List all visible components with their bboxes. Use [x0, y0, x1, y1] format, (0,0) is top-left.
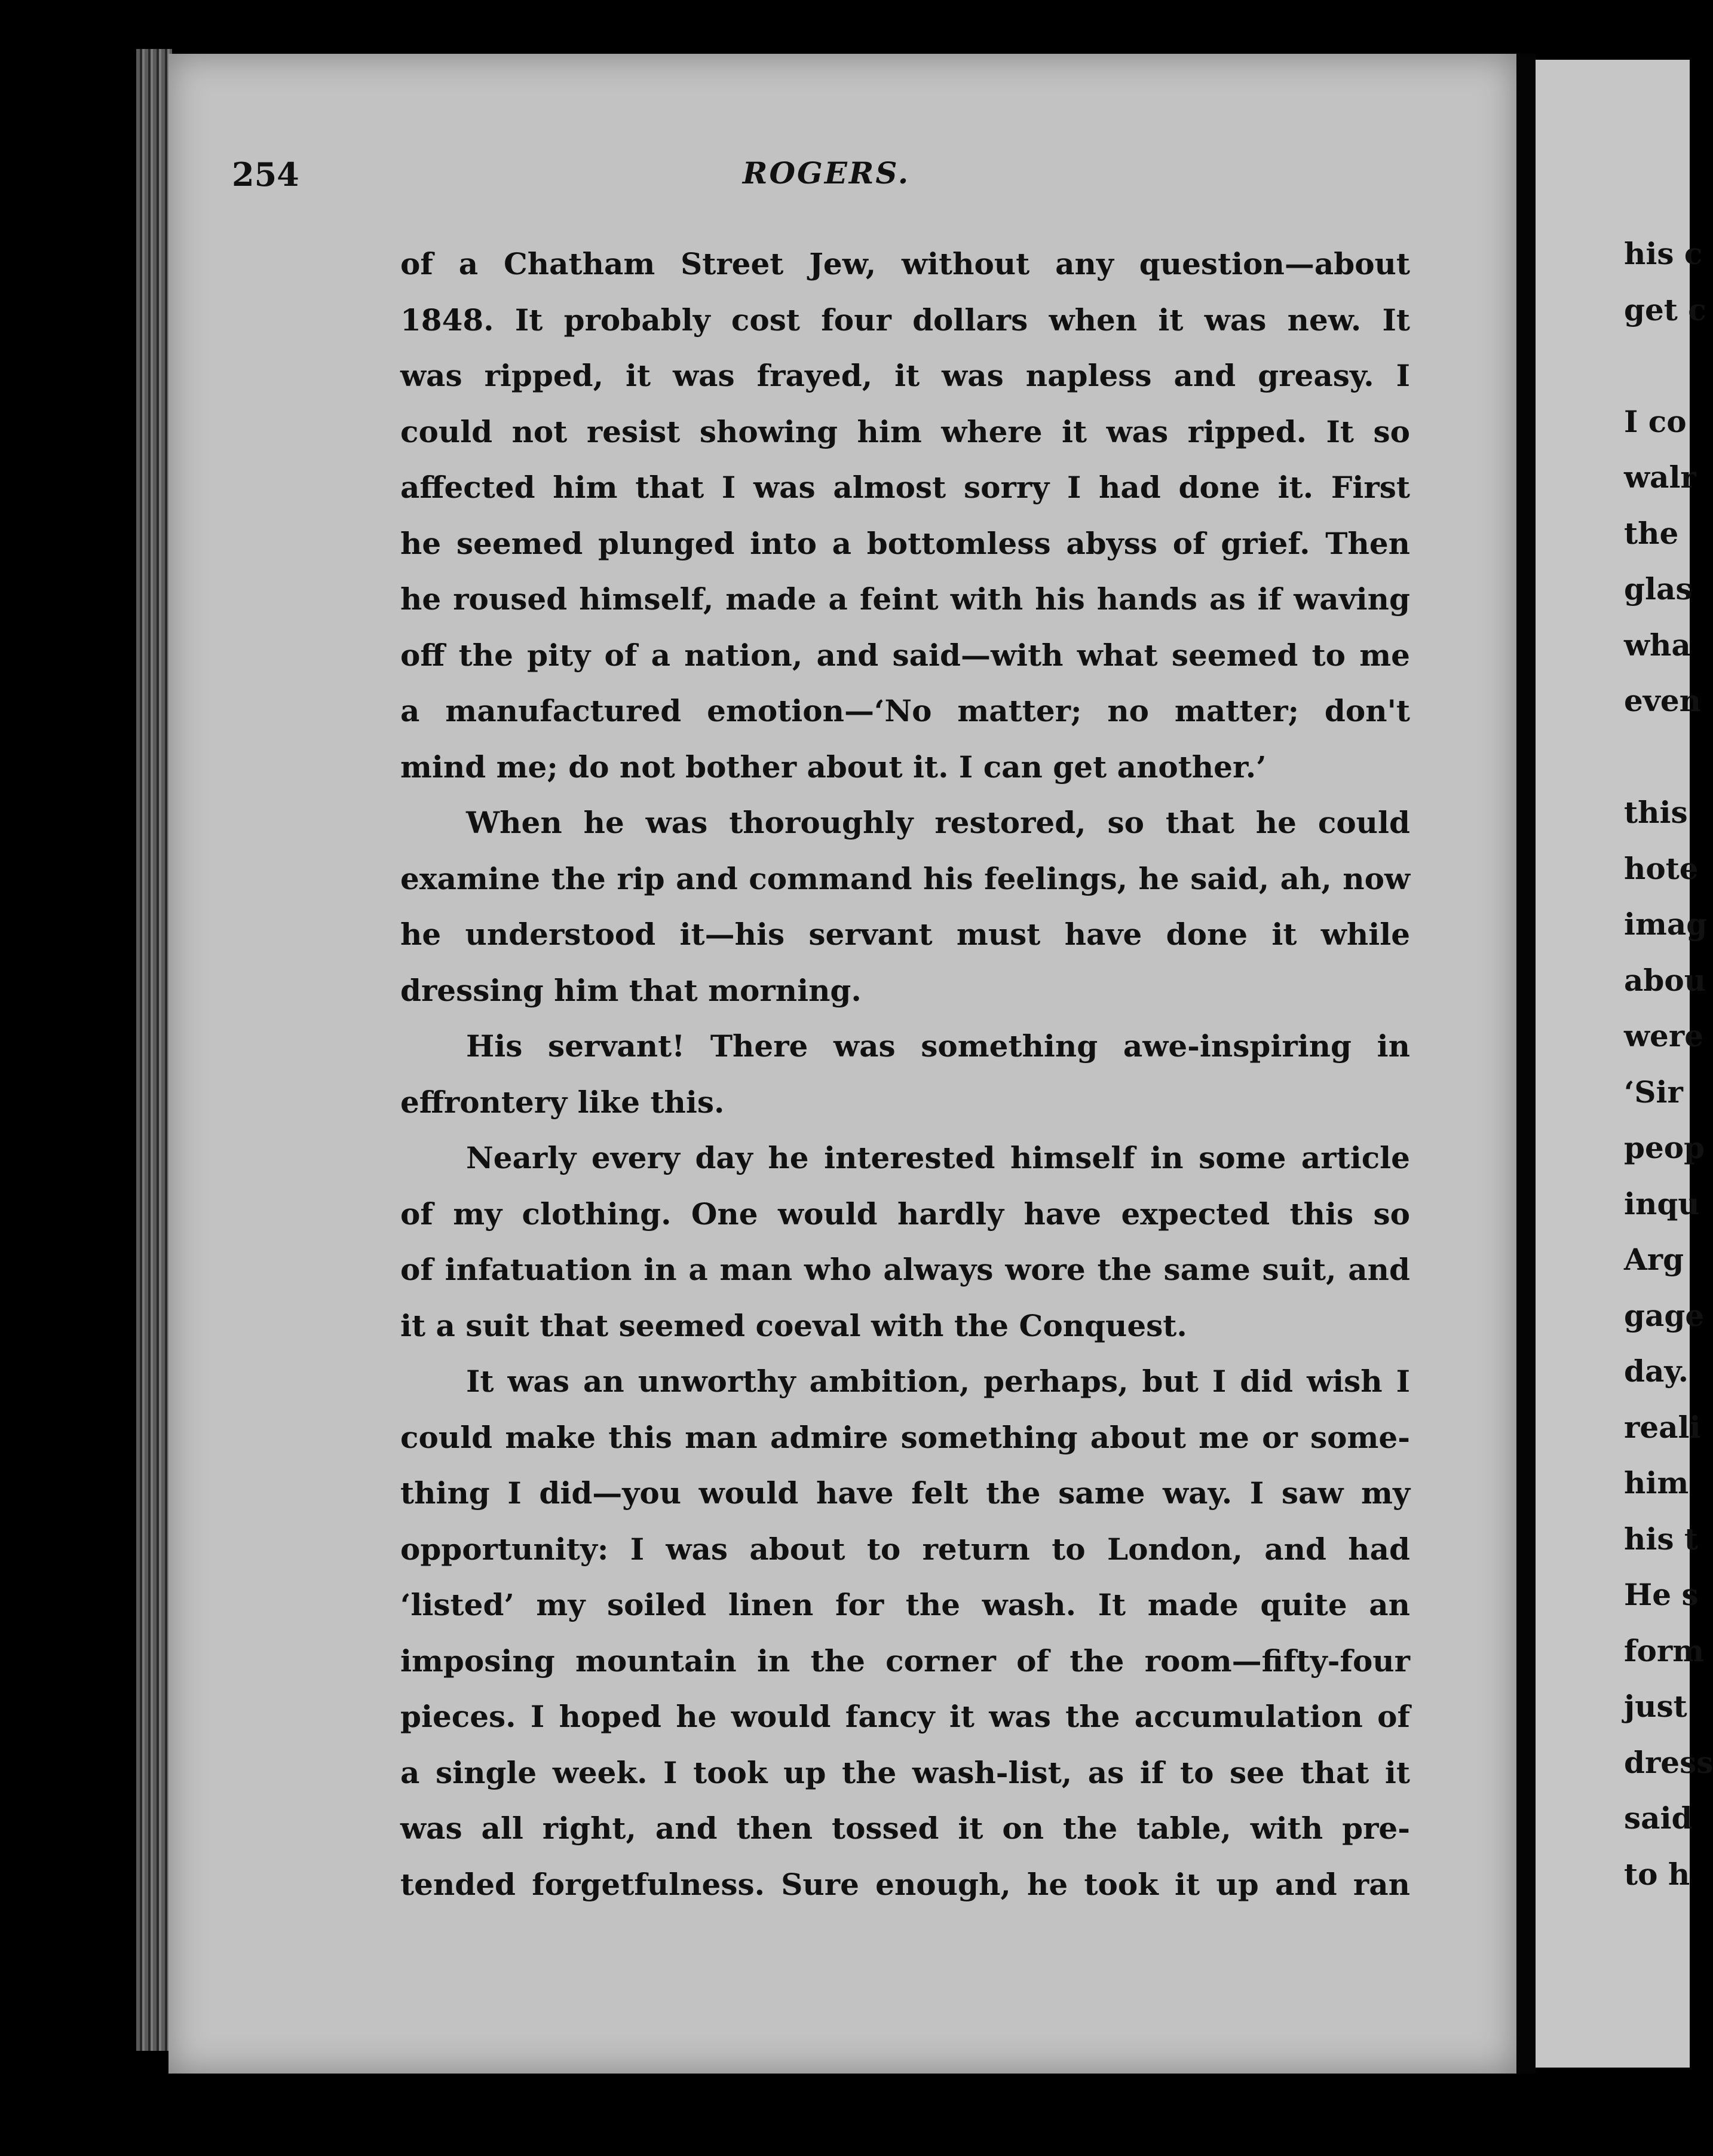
right-page-line: I co	[1624, 403, 1687, 439]
text-line: he roused himself, made a feint with his hands as if waving	[400, 581, 1410, 617]
text-line: opportunity: I was about to return to London, and had	[400, 1531, 1410, 1567]
text-line: he understood it—his servant must have done it while	[400, 917, 1410, 952]
right-page-line: reali	[1624, 1409, 1701, 1445]
right-page-line: get c	[1624, 292, 1706, 327]
right-page-line: his t	[1624, 1521, 1698, 1557]
page-number: 254	[232, 155, 299, 194]
right-page-line: this	[1624, 795, 1688, 830]
text-line: imposing mountain in the corner of the room—fifty-four	[400, 1643, 1410, 1679]
right-page-partial	[1536, 60, 1713, 2068]
text-line: he seemed plunged into a bottomless abyss of grief. Then	[400, 525, 1410, 561]
running-title: ROGERS.	[742, 155, 911, 191]
right-page-line: to h	[1624, 1856, 1690, 1892]
right-page-line: He s	[1624, 1577, 1699, 1612]
right-page-line: his c	[1624, 236, 1703, 271]
text-line: off the pity of a nation, and said—with what seemed to me	[400, 637, 1410, 673]
text-line: tended forgetfulness. Sure enough, he took it up and ran	[400, 1866, 1410, 1902]
text-line: was ripped, it was frayed, it was napless and greasy. I	[400, 358, 1410, 393]
right-page-line: inqu	[1624, 1186, 1700, 1221]
right-page-line: gage	[1624, 1297, 1705, 1333]
right-page-line: imag	[1624, 906, 1708, 942]
book-spine-edge	[136, 49, 172, 2051]
text-line: Nearly every day he interested himself in some article	[466, 1140, 1410, 1175]
right-page-line: hote	[1624, 850, 1699, 886]
text-line: affected him that I was almost sorry I had done it. First	[400, 470, 1410, 505]
right-page-line: day.	[1624, 1353, 1689, 1389]
text-line: a manufactured emotion—‘No matter; no matter; don't	[400, 693, 1410, 728]
right-page-line: ‘Sir	[1624, 1074, 1683, 1110]
page-gutter	[1516, 54, 1536, 2074]
right-page-line: just	[1624, 1689, 1687, 1724]
right-page-line: him	[1624, 1465, 1689, 1500]
right-page-line: even	[1624, 683, 1702, 718]
right-page-line: said	[1624, 1800, 1693, 1836]
text-line: When he was thoroughly restored, so that he could	[466, 805, 1410, 840]
text-line: pieces. I hoped he would fancy it was the accumulation of	[400, 1699, 1410, 1734]
text-line: of infatuation in a man who always wore the same suit, and	[400, 1252, 1410, 1287]
right-page-line: the	[1624, 515, 1679, 551]
right-page-line: were	[1624, 1018, 1704, 1054]
right-page-line: wha	[1624, 627, 1691, 663]
text-line: it a suit that seemed coeval with the Conquest.	[400, 1307, 1187, 1343]
text-line: 1848. It probably cost four dollars when it was new. It	[400, 302, 1410, 338]
text-line: thing I did—you would have felt the same way. I saw my	[400, 1475, 1410, 1511]
text-line: mind me; do not bother about it. I can get another.’	[400, 749, 1267, 785]
text-line: dressing him that morning.	[400, 972, 862, 1008]
right-page-line: dress	[1624, 1744, 1713, 1780]
text-line: effrontery like this.	[400, 1084, 725, 1120]
text-line: a single week. I took up the wash-list, as if to see that it	[400, 1754, 1410, 1790]
right-page-line: Arg	[1624, 1242, 1684, 1277]
text-line: of my clothing. One would hardly have expected this so	[400, 1196, 1410, 1232]
text-line: It was an unworthy ambition, perhaps, but I did wish I	[466, 1364, 1410, 1399]
right-page-line: walr	[1624, 460, 1696, 495]
text-line: examine the rip and command his feelings, he said, ah, now	[400, 860, 1410, 896]
body-text	[400, 236, 1410, 1912]
text-line: of a Chatham Street Jew, without any question—about	[400, 246, 1410, 281]
text-line: ‘listed’ my soiled linen for the wash. It made quite an	[400, 1587, 1410, 1622]
text-line: His servant! There was something awe-inspiring in	[466, 1028, 1410, 1064]
text-line: was all right, and then tossed it on the table, with pre-	[400, 1811, 1410, 1846]
running-head	[232, 155, 1421, 197]
right-page-line: form	[1624, 1633, 1705, 1668]
right-page-line: glas	[1624, 571, 1693, 607]
right-page-line: abou	[1624, 962, 1706, 998]
right-page-line: peop	[1624, 1130, 1705, 1165]
text-line: could make this man admire something about me or some-	[400, 1419, 1410, 1455]
text-line: could not resist showing him where it was ripped. It so	[400, 414, 1410, 449]
